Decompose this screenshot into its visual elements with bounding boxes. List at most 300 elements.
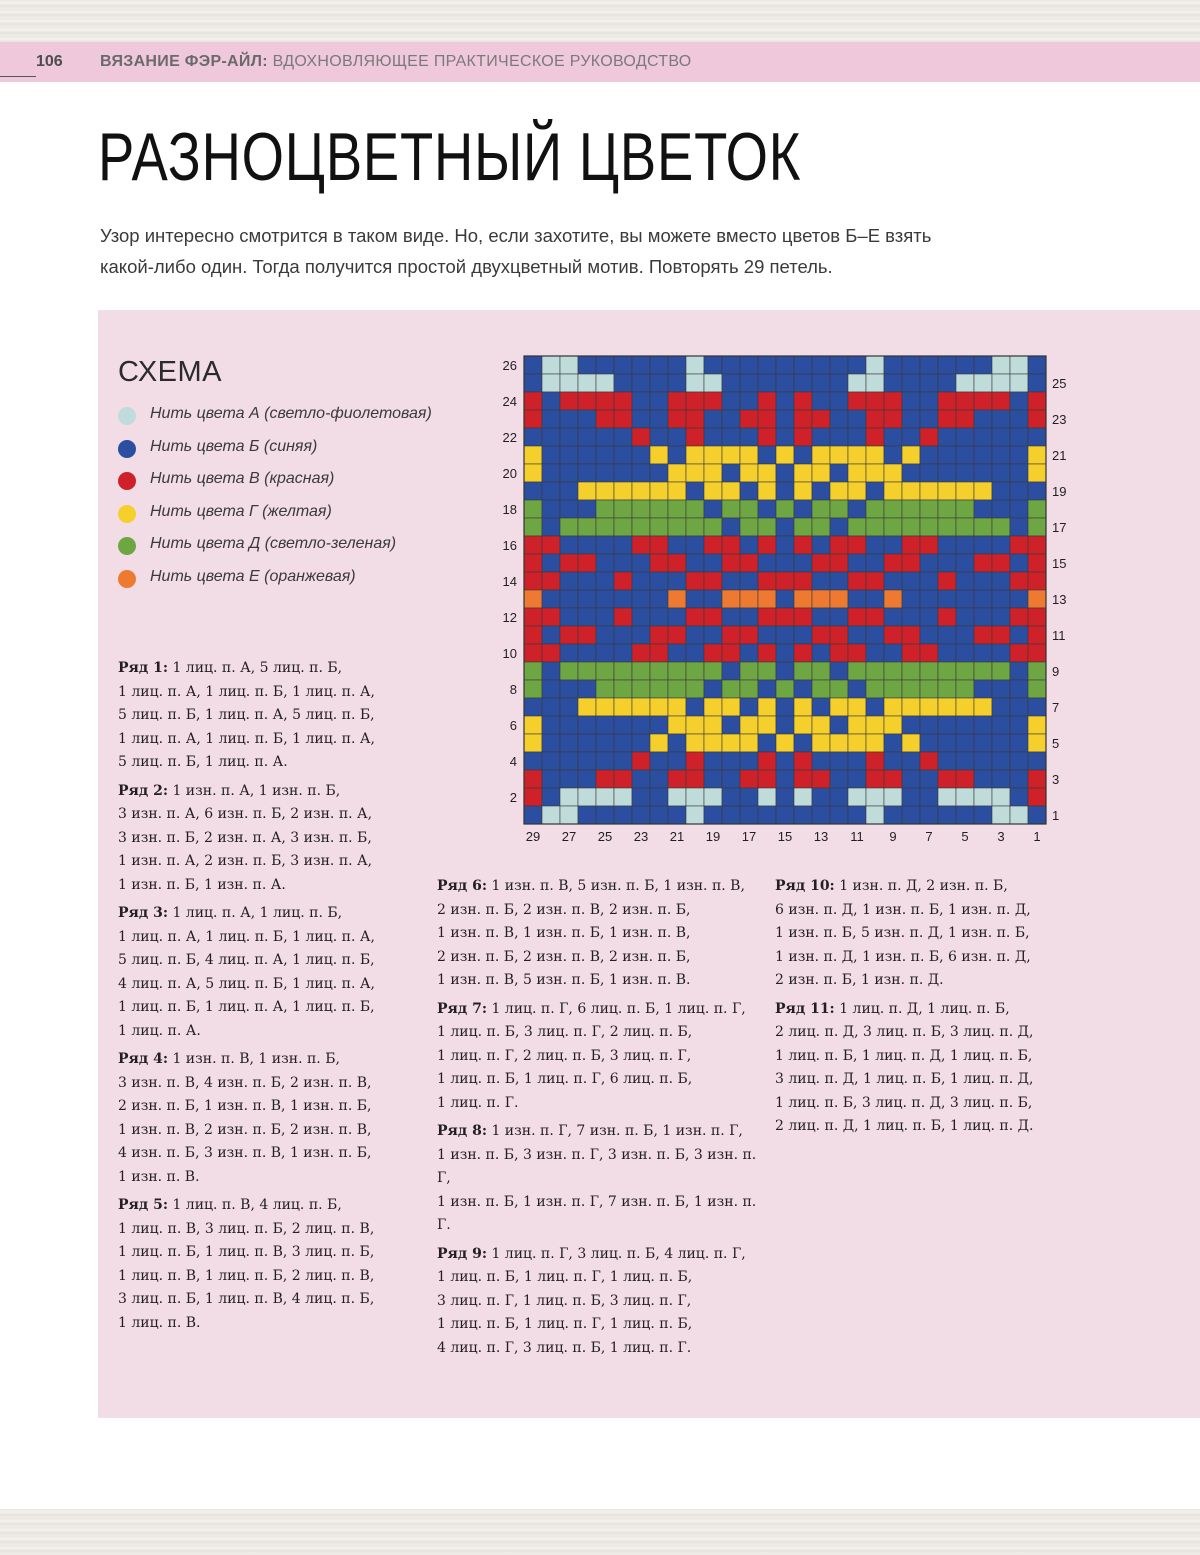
chart-cell [1010,374,1028,392]
chart-cell [938,806,956,824]
chart-cell [740,680,758,698]
chart-cell [614,644,632,662]
chart-cell [794,626,812,644]
chart-cell [884,608,902,626]
chart-cell [722,428,740,446]
chart-cell [992,356,1010,374]
chart-cell [884,446,902,464]
chart-cell [920,446,938,464]
chart-cell [794,806,812,824]
chart-cell [884,464,902,482]
chart-cell [812,500,830,518]
chart-cell [1010,554,1028,572]
chart-cell [812,464,830,482]
legend-label: Нить цвета Д (светло-зеленая) [150,535,397,552]
chart-cell [848,590,866,608]
chart-cell [578,410,596,428]
row-label: Ряд 6: [437,878,487,894]
row-instruction-line: 1 лиц. п. А, 1 лиц. п. Б, 1 лиц. п. А, [118,928,375,945]
chart-cell [884,518,902,536]
x-tick-label: 27 [561,829,577,844]
chart-cell [974,536,992,554]
chart-cell [596,770,614,788]
chart-cell [866,770,884,788]
row-instruction-line: 1 лиц. п. Б, 1 лиц. п. Д, 1 лиц. п. Б, [775,1047,1033,1064]
chart-cell [992,572,1010,590]
chart-cell [1010,770,1028,788]
row-instruction [437,1120,767,1238]
chart-cell [830,410,848,428]
chart-cell [578,446,596,464]
chart-cell [740,716,758,734]
chart-cell [722,500,740,518]
chart-cell [812,626,830,644]
row-instruction-line: 2 лиц. п. Д, 1 лиц. п. Б, 1 лиц. п. Д. [775,1118,1034,1134]
chart-cell [866,464,884,482]
chart-cell [722,374,740,392]
legend-label: Нить цвета В (красная) [150,470,335,487]
chart-cell [902,644,920,662]
chart-cell [596,500,614,518]
chart-cell [560,734,578,752]
chart-cell [902,356,920,374]
chart-cell [668,446,686,464]
chart-cell [542,410,560,428]
row-instruction-line: 3 лиц. п. Д, 1 лиц. п. Б, 1 лиц. п. Д, [775,1071,1034,1087]
chart-cell [542,518,560,536]
chart-cell [848,410,866,428]
chart-cell [758,680,776,698]
chart-cell [596,806,614,824]
chart-cell [1010,662,1028,680]
chart-cell [920,680,938,698]
chart-cell [614,536,632,554]
chart-cell [938,428,956,446]
chart-cell [668,554,686,572]
chart-cell [524,662,542,680]
chart-cell [704,482,722,500]
chart-cell [974,464,992,482]
chart-cell [1028,752,1046,770]
row-instruction-line: 5 лиц. п. Б, 4 лиц. п. А, 1 лиц. п. Б, [118,952,375,968]
chart-cell [740,626,758,644]
chart-cell [668,752,686,770]
chart-cell [596,374,614,392]
chart-cell [992,500,1010,518]
y-tick-label-left: 18 [502,502,517,517]
chart-cell [614,554,632,572]
row-instruction [775,875,1075,993]
chart-cell [920,554,938,572]
chart-cell [686,734,704,752]
chart-cell [578,392,596,410]
chart-cell [848,572,866,590]
row-instruction-line: 4 лиц. п. Г, 3 лиц. п. Б, 1 лиц. п. Г. [437,1339,692,1356]
chart-cell [794,734,812,752]
chart-cell [578,662,596,680]
chart-cell [542,680,560,698]
chart-cell [740,428,758,446]
chart-cell [938,464,956,482]
chart-cell [938,536,956,554]
row-instruction-line: 1 лиц. п. А, 1 лиц. п. Б, 1 лиц. п. А, [118,730,375,747]
chart-cell [614,806,632,824]
chart-cell [902,734,920,752]
color-swatch-icon [118,440,136,458]
chart-cell [1028,518,1046,536]
chart-cell [866,374,884,392]
chart-cell [524,788,542,806]
row-instruction-line: 1 лиц. п. В. [118,1314,201,1331]
chart-cell [776,662,794,680]
chart-cell [1028,392,1046,410]
chart-cell [830,446,848,464]
chart-cell [632,752,650,770]
chart-cell [614,788,632,806]
y-tick-label-right: 7 [1052,700,1060,715]
chart-cell [866,446,884,464]
chart-cell [902,500,920,518]
chart-cell [920,410,938,428]
color-swatch-icon [118,537,136,555]
chart-cell [902,446,920,464]
chart-cell [722,446,740,464]
chart-cell [920,374,938,392]
knitting-chart [494,350,1084,850]
chart-cell [596,698,614,716]
row-instruction-line: 3 изн. п. В, 4 изн. п. Б, 2 изн. п. В, [118,1074,372,1091]
row-instruction-line: 1 лиц. п. В, 4 лиц. п. Б, [172,1197,342,1213]
chart-cell [542,662,560,680]
chart-cell [758,536,776,554]
chart-cell [650,608,668,626]
chart-cell [884,770,902,788]
chart-cell [650,428,668,446]
chart-cell [722,806,740,824]
chart-cell [776,500,794,518]
chart-cell [740,590,758,608]
chart-cell [560,590,578,608]
chart-cell [560,770,578,788]
chart-cell [830,788,848,806]
chart-cell [776,644,794,662]
chart-cell [686,536,704,554]
chart-cell [992,680,1010,698]
chart-cell [956,698,974,716]
chart-cell [830,680,848,698]
chart-cell [848,554,866,572]
chart-cell [902,536,920,554]
chart-cell [524,518,542,536]
row-instruction-line: 1 изн. п. Д, 1 изн. п. Б, 6 изн. п. Д, [775,948,1031,965]
chart-cell [938,734,956,752]
chart-cell [992,446,1010,464]
chart-cell [830,500,848,518]
chart-cell [1028,734,1046,752]
chart-cell [596,536,614,554]
row-instruction-line: 3 изн. п. А, 6 изн. п. Б, 2 изн. п. А, [118,806,373,822]
row-instruction-line: 2 лиц. п. Д, 3 лиц. п. Б, 3 лиц. п. Д, [775,1024,1034,1040]
chart-cell [560,518,578,536]
chart-cell [812,392,830,410]
chart-cell [704,608,722,626]
chart-cell [776,482,794,500]
row-instruction-line: 5 лиц. п. Б, 1 лиц. п. А. [118,754,288,770]
chart-cell [542,572,560,590]
x-tick-label: 3 [997,829,1005,844]
page-number-rule [0,76,36,77]
chart-cell [938,482,956,500]
chart-cell [524,356,542,374]
chart-cell [866,608,884,626]
x-tick-label: 17 [741,829,757,844]
chart-cell [776,356,794,374]
chart-cell [758,518,776,536]
chart-cell [578,356,596,374]
chart-cell [794,554,812,572]
chart-cell [848,752,866,770]
chart-cell [776,698,794,716]
chart-cell [542,446,560,464]
chart-cell [938,680,956,698]
chart-cell [524,446,542,464]
chart-cell [524,644,542,662]
chart-cell [740,446,758,464]
chart-cell [956,518,974,536]
chart-cell [740,752,758,770]
chart-cell [704,662,722,680]
chart-cell [848,500,866,518]
chart-cell [758,572,776,590]
chart-cell [704,734,722,752]
chart-cell [884,392,902,410]
y-tick-label-left: 16 [502,538,517,553]
chart-cell [650,356,668,374]
x-tick-label: 15 [777,829,793,844]
chart-cell [956,734,974,752]
chart-cell [524,554,542,572]
chart-cell [524,572,542,590]
row-label: Ряд 3: [118,905,168,921]
chart-cell [1028,410,1046,428]
chart-cell [776,446,794,464]
chart-cell [704,500,722,518]
chart-cell [740,374,758,392]
chart-cell [614,770,632,788]
chart-cell [848,734,866,752]
row-instruction [437,998,767,1116]
chart-cell [650,698,668,716]
chart-svg [494,350,1084,850]
row-instruction-line: 1 лиц. п. Б, 1 лиц. п. Г, 6 лиц. п. Б, [437,1071,693,1087]
chart-cell [956,752,974,770]
chart-cell [884,806,902,824]
chart-cell [902,464,920,482]
chart-cell [668,482,686,500]
chart-cell [1028,356,1046,374]
chart-cell [830,752,848,770]
chart-cell [812,482,830,500]
chart-cell [758,590,776,608]
chart-cell [686,698,704,716]
chart-cell [668,590,686,608]
row-instruction-line: 1 лиц. п. А, 1 лиц. п. Б, [172,905,343,921]
y-tick-label-right: 3 [1052,772,1060,787]
chart-cell [920,392,938,410]
y-tick-label-left: 10 [502,646,517,661]
chart-cell [830,734,848,752]
chart-cell [722,392,740,410]
chart-cell [956,554,974,572]
chart-cell [686,518,704,536]
chart-cell [560,608,578,626]
chart-cell [524,752,542,770]
chart-cell [758,698,776,716]
chart-cell [686,788,704,806]
row-instructions-col1 [118,657,418,1340]
row-label: Ряд 5: [118,1197,168,1213]
chart-cell [992,590,1010,608]
chart-cell [938,500,956,518]
chart-cell [1028,770,1046,788]
chart-cell [722,698,740,716]
chart-cell [866,626,884,644]
chart-cell [632,536,650,554]
chart-cell [740,806,758,824]
chart-cell [524,464,542,482]
row-instruction-line: 1 изн. п. Д, 2 изн. п. Б, [839,878,1008,894]
chart-cell [614,626,632,644]
chart-cell [632,356,650,374]
chart-cell [722,572,740,590]
chart-cell [1010,680,1028,698]
row-instruction-line: 2 изн. п. Б, 2 изн. п. В, 2 изн. п. Б, [437,901,691,918]
chart-cell [596,626,614,644]
chart-cell [758,482,776,500]
chart-cell [560,662,578,680]
chart-cell [740,500,758,518]
chart-cell [884,536,902,554]
chart-cell [668,608,686,626]
chart-cell [992,428,1010,446]
chart-cell [974,770,992,788]
x-tick-label: 5 [961,829,969,844]
chart-cell [704,788,722,806]
chart-cell [866,518,884,536]
chart-cell [974,410,992,428]
chart-cell [650,752,668,770]
chart-cell [596,482,614,500]
chart-cell [560,428,578,446]
chart-cell [938,374,956,392]
chart-cell [686,554,704,572]
chart-cell [722,410,740,428]
row-label: Ряд 11: [775,1000,835,1017]
chart-cell [614,518,632,536]
chart-cell [650,518,668,536]
chart-cell [542,752,560,770]
chart-cell [542,374,560,392]
chart-cell [974,680,992,698]
chart-cell [560,374,578,392]
chart-cell [1010,806,1028,824]
y-tick-label-right: 9 [1052,664,1060,679]
chart-cell [884,716,902,734]
legend-label: Нить цвета Г (желтая) [150,502,332,520]
chart-cell [596,734,614,752]
chart-cell [632,626,650,644]
chart-cell [956,464,974,482]
chart-cell [1028,698,1046,716]
chart-cell [722,518,740,536]
chart-cell [992,788,1010,806]
chart-cell [920,500,938,518]
row-instruction-line: 6 изн. п. Д, 1 изн. п. Б, 1 изн. п. Д, [775,901,1031,918]
page-title: РАЗНОЦВЕТНЫЙ ЦВЕТОК [98,119,802,195]
chart-cell [704,392,722,410]
chart-cell [686,806,704,824]
y-tick-label-left: 24 [502,394,517,409]
row-instruction-line: 1 лиц. п. Г. [437,1094,519,1111]
chart-cell [866,680,884,698]
y-tick-label-right: 13 [1052,592,1067,607]
chart-cell [704,446,722,464]
chart-cell [956,428,974,446]
chart-cell [668,536,686,554]
chart-cell [560,500,578,518]
chart-cell [1010,626,1028,644]
row-instructions-col2 [437,875,767,1365]
chart-cell [686,608,704,626]
row-instruction-line: 1 лиц. п. Д, 1 лиц. п. Б, [839,1000,1010,1017]
chart-cell [902,770,920,788]
chart-cell [848,788,866,806]
chart-cell [776,374,794,392]
chart-cell [812,608,830,626]
row-instruction-line: 4 лиц. п. А, 5 лиц. п. Б, 1 лиц. п. А, [118,975,375,992]
chart-cell [974,374,992,392]
chart-cell [884,788,902,806]
chart-cell [974,572,992,590]
chart-cell [578,788,596,806]
chart-cell [524,482,542,500]
chart-cell [830,464,848,482]
chart-cell [722,734,740,752]
chart-cell [920,464,938,482]
chart-cell [938,590,956,608]
chart-cell [938,752,956,770]
chart-cell [632,482,650,500]
color-swatch-icon [118,570,136,588]
row-instructions-col3 [775,875,1075,1144]
chart-cell [650,482,668,500]
x-tick-label: 1 [1033,829,1041,844]
chart-cell [848,464,866,482]
row-label: Ряд 2: [118,782,168,799]
y-tick-label-right: 5 [1052,736,1060,751]
chart-cell [560,392,578,410]
chart-cell [866,572,884,590]
y-tick-label-left: 20 [502,466,517,481]
chart-cell [1010,608,1028,626]
chart-cell [740,698,758,716]
chart-cell [632,554,650,572]
row-instruction [118,780,418,898]
chart-cell [974,662,992,680]
chart-cell [776,734,794,752]
chart-cell [686,356,704,374]
chart-cell [1010,464,1028,482]
